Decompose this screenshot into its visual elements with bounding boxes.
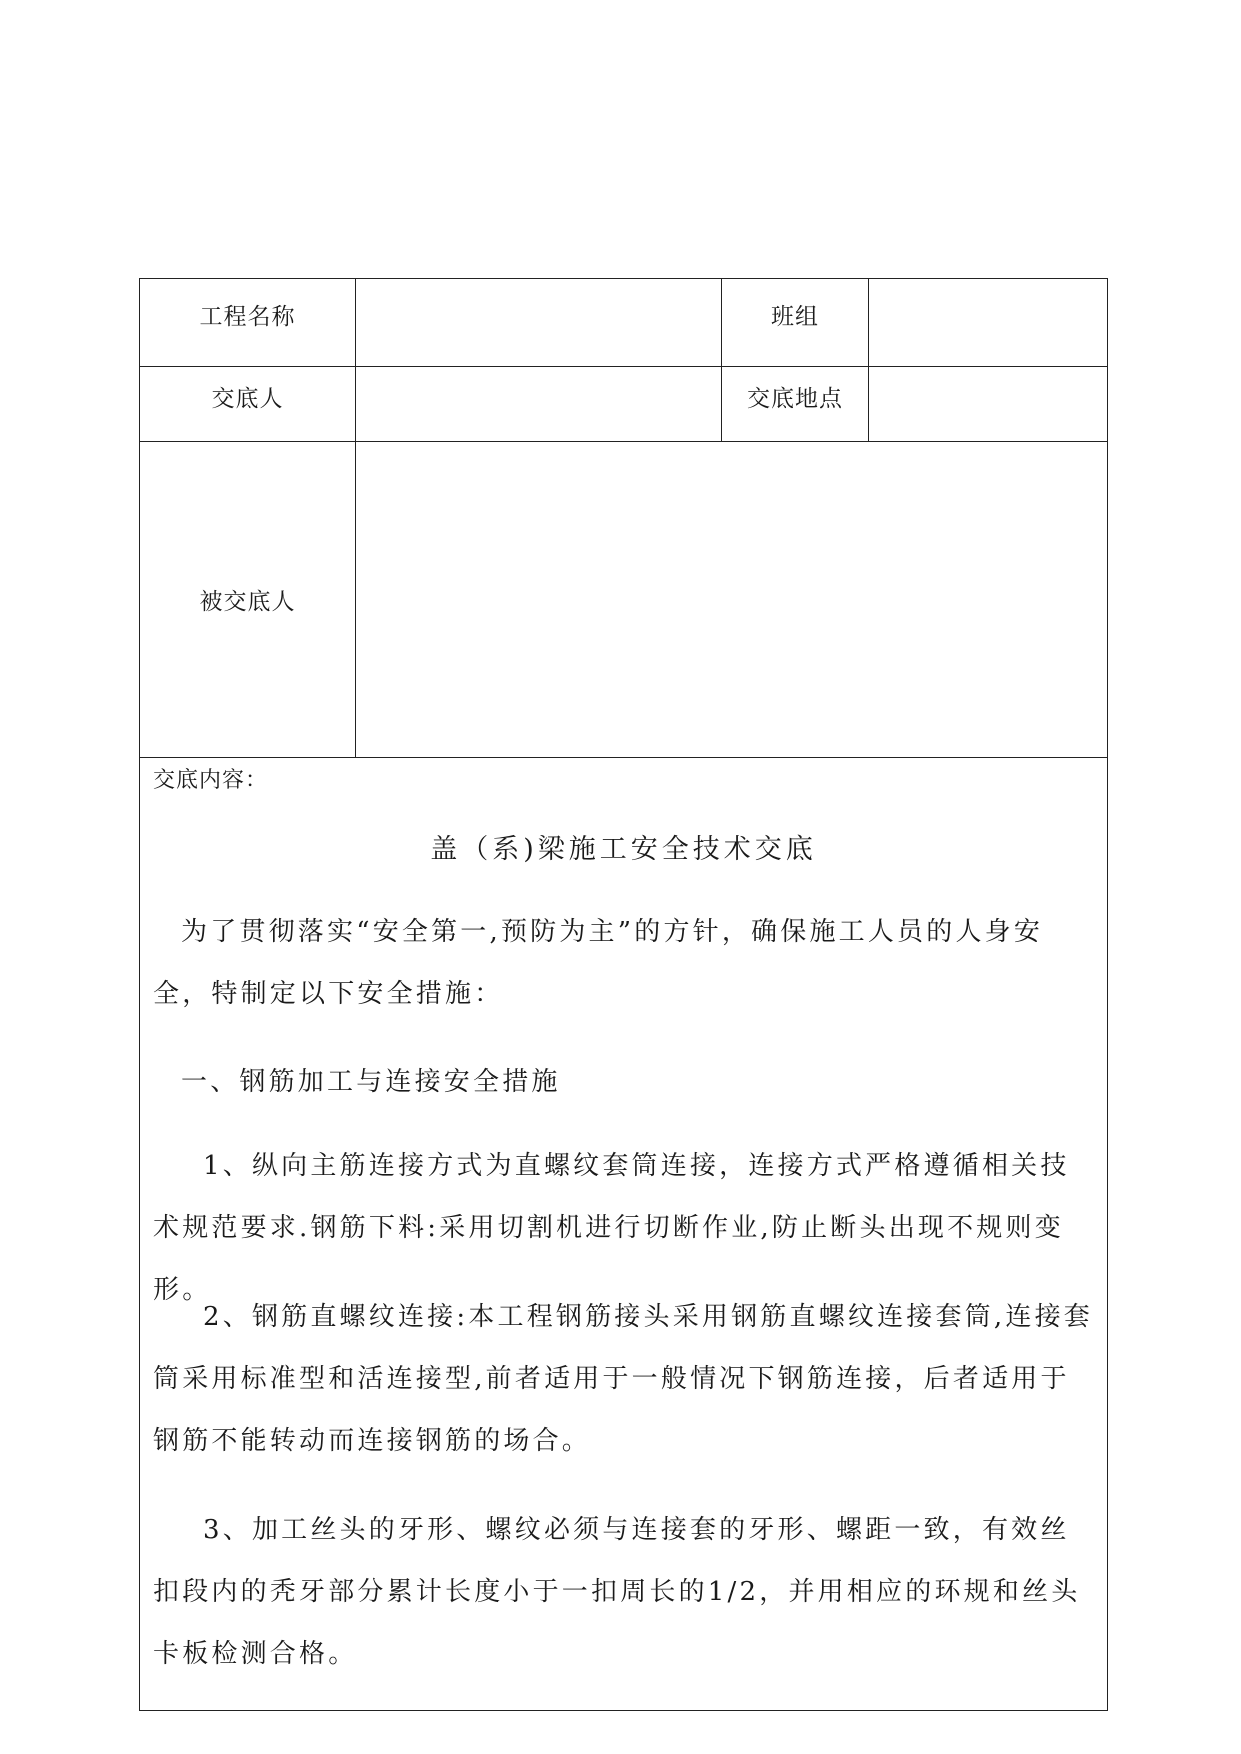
presenter-label: 交底人 [211,385,284,412]
section-1-heading: 一、钢筋加工与连接安全措施 [181,1067,561,1097]
row-divider-3 [140,757,1107,758]
item-1-paragraph: 1、纵向主筋连接方式为直螺纹套筒连接，连接方式严格遵循相关技术规范要求.钢筋下料:采用切割机进行切断作业,防止断头出现不规则变形。 [153,1151,1070,1305]
location-label: 交底地点 [747,385,843,412]
item-2-paragraph: 2、钢筋直螺纹连接:本工程钢筋接头采用钢筋直螺纹连接套筒,连接套筒采用标准型和活连接型,前者适用于一般情况下钢筋连接，后者适用于钢筋不能转动而连接钢筋的场合。 [153,1302,1093,1456]
document-title: 盖（系)梁施工安全技术交底 [430,834,817,865]
project-name-label: 工程名称 [199,303,296,330]
section-heading-block [153,1051,1098,1113]
intro-paragraph: 为了贯彻落实“安全第一,预防为主”的方针，确保施工人员的人身安全，特制定以下安全措施： [153,917,1044,1009]
presenter-field[interactable] [356,367,721,441]
team-field[interactable] [869,279,1107,366]
recipients-field[interactable] [356,442,1107,757]
safety-briefing-form [139,278,1108,1711]
location-field[interactable] [869,367,1107,441]
team-label: 班组 [771,303,819,330]
recipients-label: 被交底人 [199,589,296,615]
document-body [153,901,1098,1025]
item-3-paragraph: 3、加工丝头的牙形、螺纹必须与连接套的牙形、螺距一致，有效丝扣段内的秃牙部分累计长度小于一扣周长的1/2，并用相应的环规和丝头卡板检测合格。 [153,1515,1081,1669]
project-name-field[interactable] [356,279,721,366]
item-3-block [153,1499,1098,1685]
item-2-block [153,1286,1098,1472]
content-label: 交底内容： [153,768,269,793]
